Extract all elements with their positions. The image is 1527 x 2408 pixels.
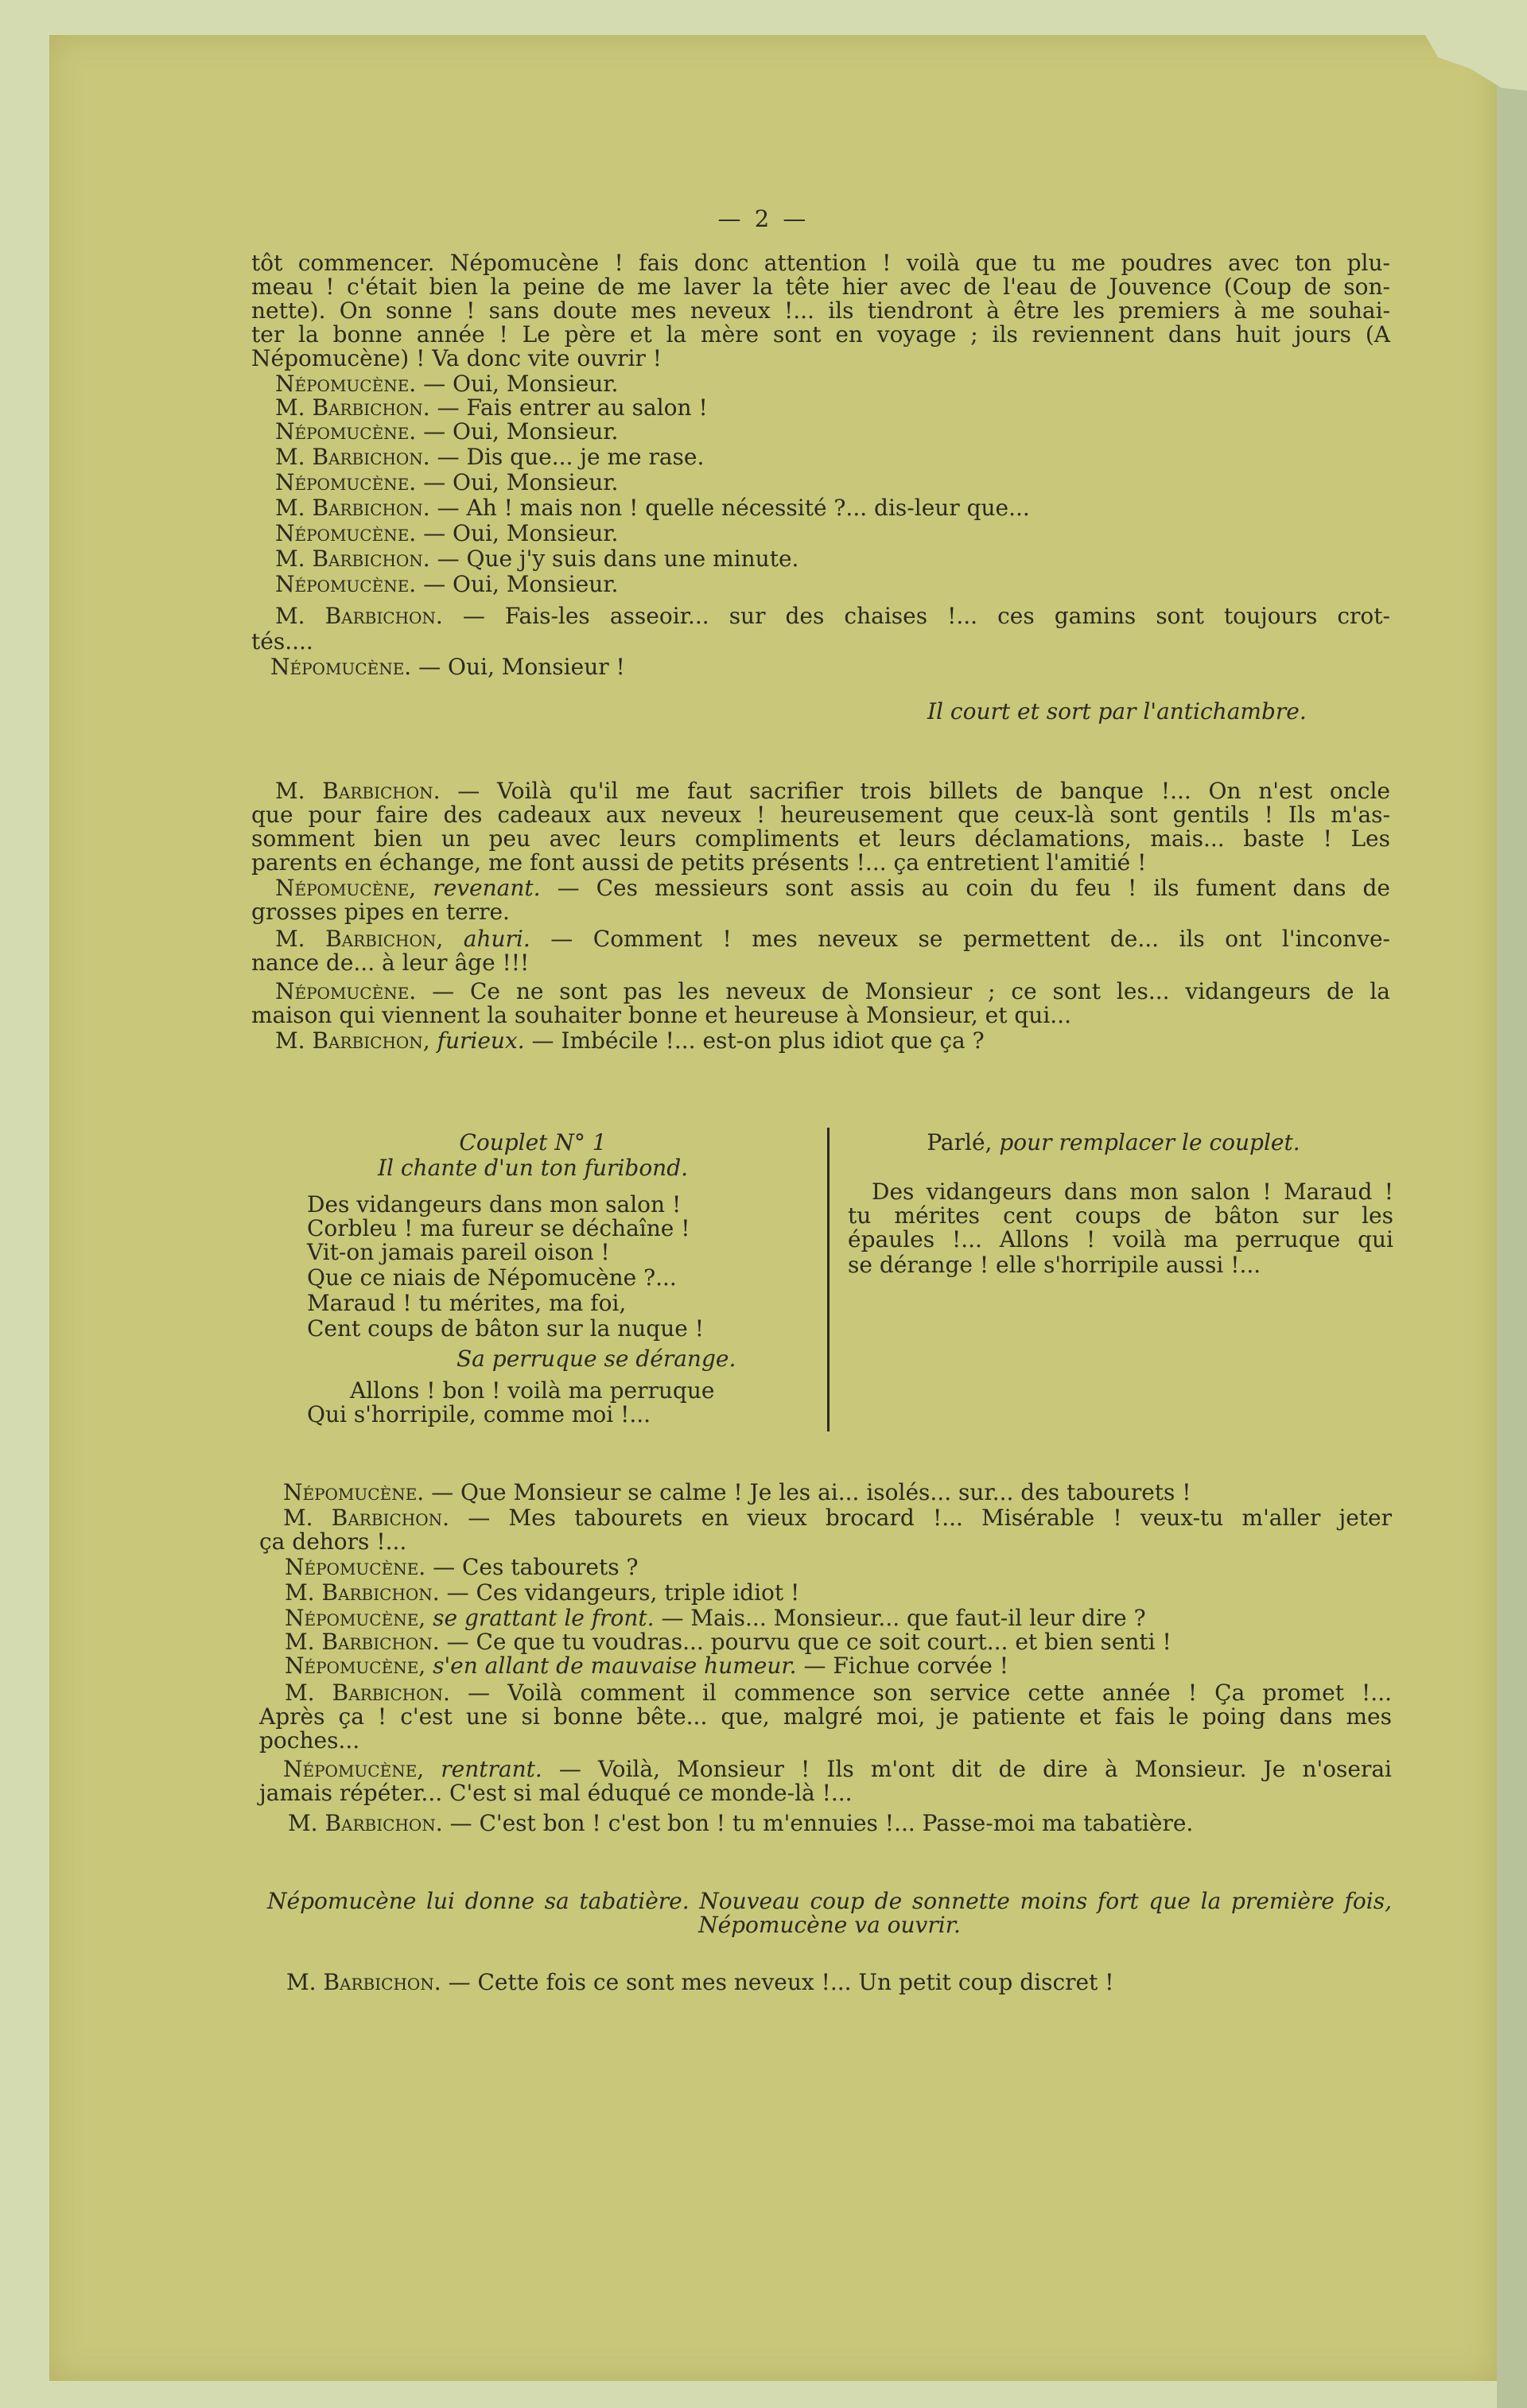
text-line: épaules !... Allons ! voilà ma perruque qui	[848, 1226, 1393, 1253]
dialogue-line: Népomucène. — Ce ne sont pas les neveux de Monsieur ; ce sont les... vidangeurs de la	[275, 978, 1390, 1004]
text-line: tu mérites cent coups de bâton sur les	[848, 1202, 1393, 1229]
dialogue-line: Népomucène. — Oui, Monsieur.	[275, 469, 619, 495]
dialogue-line: M. Barbichon. — Fais entrer au salon !	[275, 394, 708, 421]
dialogue-line: Népomucène. — Oui, Monsieur !	[270, 654, 625, 680]
dialogue-line: Népomucène, se grattant le front. — Mais... Monsieur... que faut-il leur dire ?	[285, 1605, 1146, 1631]
page-edge	[1497, 48, 1527, 2408]
dialogue-line: M. Barbichon. — C'est bon ! c'est bon ! tu m'ennuies !... Passe-moi ma tabatière.	[288, 1810, 1194, 1836]
couplet-subtitle: Il chante d'un ton furibond.	[377, 1155, 689, 1181]
dialogue-line: M. Barbichon. — Ce que tu voudras... pourvu que ce soit court... et bien senti !	[285, 1629, 1171, 1655]
text-line: somment bien un peu avec leurs compliments et leurs déclamations, mais... baste ! Les	[251, 825, 1390, 852]
verse-line: Qui s'horripile, comme moi !...	[307, 1401, 651, 1427]
verse-line: Que ce niais de Népomucène ?...	[307, 1264, 677, 1291]
dialogue-line: M. Barbichon. — Que j'y suis dans une minute.	[275, 546, 799, 572]
dialogue-line: Népomucène. — Oui, Monsieur.	[275, 418, 619, 445]
dialogue-line: Népomucène, s'en allant de mauvaise humeur. — Fichue corvée !	[285, 1653, 1009, 1679]
stage-direction: Népomucène lui donne sa tabatière. Nouveau coup de sonnette moins fort que la première fois,	[267, 1888, 1392, 1914]
text-line: Népomucène) ! Va donc vite ouvrir !	[251, 345, 662, 371]
text-line: parents en échange, me font aussi de petits présents !... ça entretient l'amitié !	[251, 849, 1147, 876]
verse-line: Vit-on jamais pareil oison !	[307, 1239, 610, 1265]
text-line: que pour faire des cadeaux aux neveux ! heureusement que ceux-là sont gentils ! Ils m'as-	[251, 802, 1390, 828]
text-line: maison qui viennent la souhaiter bonne et heureuse à Monsieur, et qui...	[251, 1002, 1071, 1028]
dialogue-line: M. Barbichon. — Cette fois ce sont mes neveux !... Un petit coup discret !	[286, 1969, 1114, 1995]
text-line: Après ça ! c'est une si bonne bête... que, malgré moi, je patiente et fais le poing dans mes	[259, 1703, 1392, 1730]
stage-direction: Sa perruque se dérange.	[457, 1346, 736, 1372]
verse-line: Allons ! bon ! voilà ma perruque	[350, 1377, 715, 1404]
dialogue-line: Népomucène, rentrant. — Voilà, Monsieur ! Ils m'ont dit de dire à Monsieur. Je n'oserai	[283, 1756, 1392, 1782]
dialogue-line: Népomucène. — Oui, Monsieur.	[275, 371, 619, 397]
dialogue-line: M. Barbichon. — Dis que... je me rase.	[275, 444, 705, 470]
dialogue-line: Népomucène. — Que Monsieur se calme ! Je les ai... isolés... sur... des tabourets !	[283, 1479, 1191, 1505]
text-line: jamais répéter... C'est si mal éduqué ce monde-là !...	[259, 1780, 853, 1806]
stage-direction: Népomucène va ouvrir.	[698, 1912, 961, 1938]
text-line: nette). On sonne ! sans doute mes neveux !... ils tiendront à être les premiers à me souhai-	[251, 297, 1390, 324]
dialogue-line: M. Barbichon. — Ces vidangeurs, triple idiot !	[285, 1579, 800, 1606]
column-divider	[827, 1128, 830, 1431]
dialogue-line: Népomucène. — Ces tabourets ?	[285, 1554, 639, 1580]
stage-direction: Il court et sort par l'antichambre.	[927, 698, 1307, 724]
verse-line: Cent coups de bâton sur la nuque !	[307, 1315, 704, 1342]
text-line: poches...	[259, 1727, 360, 1754]
dialogue-line: M. Barbichon. — Ah ! mais non ! quelle nécessité ?... dis-leur que...	[275, 495, 1030, 521]
text-line: ter la bonne année ! Le père et la mère sont en voyage ; ils reviennent dans huit jours (A	[251, 321, 1390, 348]
text-line: ça dehors !...	[259, 1528, 407, 1555]
dialogue-line: Népomucène. — Oui, Monsieur.	[275, 520, 619, 546]
text-line: nance de... à leur âge !!!	[251, 950, 530, 976]
dialogue-line: Népomucène. — Oui, Monsieur.	[275, 571, 619, 597]
text-line: se dérange ! elle s'horripile aussi !...	[848, 1252, 1261, 1278]
dialogue-line: M. Barbichon. — Mes tabourets en vieux brocard !... Misérable ! veux-tu m'aller jeter	[283, 1505, 1393, 1531]
couplet-title: Couplet N° 1	[459, 1129, 607, 1155]
dialogue-line: M. Barbichon. — Voilà comment il commence son service cette année ! Ça promet !...	[285, 1680, 1393, 1706]
text-line: grosses pipes en terre.	[251, 899, 510, 925]
dialogue-line: M. Barbichon. — Fais-les asseoir... sur des chaises !... ces gamins sont toujours crot-	[275, 603, 1390, 629]
dialogue-line: M. Barbichon, furieux. — Imbécile !... est-on plus idiot que ça ?	[275, 1027, 985, 1054]
page-number: — 2 —	[717, 205, 810, 232]
verse-line: Maraud ! tu mérites, ma foi,	[307, 1290, 627, 1316]
dialogue-line: Népomucène, revenant. — Ces messieurs sont assis au coin du feu ! ils fument dans de	[275, 875, 1391, 901]
dialogue-line: M. Barbichon, ahuri. — Comment ! mes neveux se permettent de... ils ont l'inconve-	[275, 926, 1390, 952]
dialogue-line: M. Barbichon. — Voilà qu'il me faut sacrifier trois billets de banque !... On n'est oncle	[275, 778, 1390, 804]
text-line: Des vidangeurs dans mon salon ! Maraud !	[872, 1179, 1393, 1205]
verse-line: Corbleu ! ma fureur se déchaîne !	[307, 1215, 690, 1241]
text-line: meau ! c'était bien la peine de me laver la tête hier avec de l'eau de Jouvence (Coup de son-	[251, 274, 1390, 300]
text-line: tés....	[251, 628, 313, 654]
parle-title: Parlé, pour remplacer le couplet.	[927, 1129, 1300, 1155]
text-line: tôt commencer. Népomucène ! fais donc attention ! voilà que tu me poudres avec ton plu-	[251, 250, 1390, 276]
verse-line: Des vidangeurs dans mon salon !	[307, 1191, 682, 1218]
